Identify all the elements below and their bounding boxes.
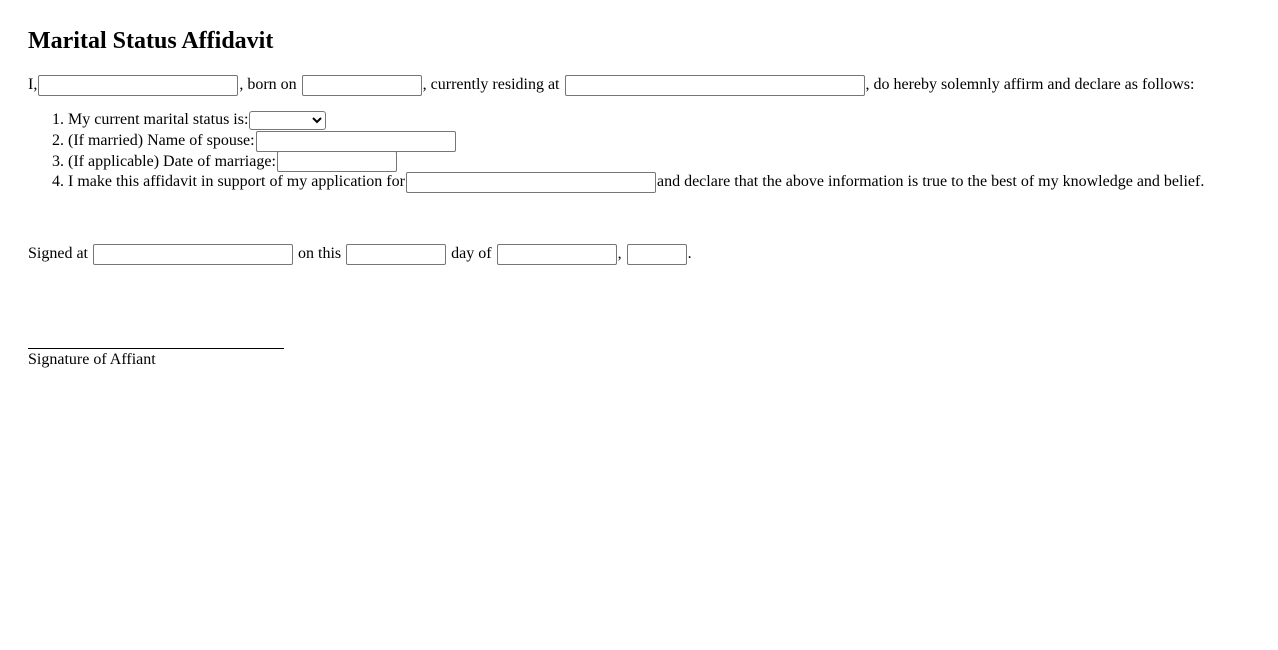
signed-at-label: Signed at xyxy=(28,245,88,262)
marital-status-select[interactable] xyxy=(249,111,326,130)
signature-line xyxy=(28,348,284,349)
list-item xyxy=(52,172,1204,193)
item-number: 4. xyxy=(52,173,64,191)
item-label: (If applicable) Date of marriage: xyxy=(68,152,276,170)
comma-separator: , xyxy=(617,245,622,262)
item-label: (If married) Name of spouse: xyxy=(68,132,255,150)
item-number: 3. xyxy=(52,152,64,170)
signed-day-input[interactable] xyxy=(346,244,446,265)
item-number: 1. xyxy=(52,111,64,129)
item-number: 2. xyxy=(52,132,64,150)
residing-label: , currently residing at xyxy=(422,76,560,93)
item-label: I make this affidavit in support of my application for xyxy=(68,173,405,191)
list-item xyxy=(52,131,1204,152)
intro-prefix: I, xyxy=(28,76,38,93)
spouse-name-input[interactable] xyxy=(256,131,456,152)
intro-line xyxy=(28,74,1194,96)
declaration-list xyxy=(52,110,1204,193)
address-input[interactable] xyxy=(565,75,865,96)
born-on-label: , born on xyxy=(239,76,297,93)
signed-month-input[interactable] xyxy=(497,244,617,265)
list-item xyxy=(52,110,1204,131)
period: . xyxy=(687,245,692,262)
signature-label: Signature of Affiant xyxy=(28,351,156,368)
signed-year-input[interactable] xyxy=(627,244,687,265)
list-item xyxy=(52,151,1204,172)
marriage-date-input[interactable] xyxy=(277,151,397,172)
intro-suffix: , do hereby solemnly affirm and declare as follows: xyxy=(865,76,1195,93)
day-of-label: day of xyxy=(451,245,492,262)
item-label: My current marital status is: xyxy=(68,111,249,129)
date-of-birth-input[interactable] xyxy=(302,75,422,96)
page-title: Marital Status Affidavit xyxy=(28,28,274,54)
signed-line xyxy=(28,243,692,265)
on-this-label: on this xyxy=(298,245,342,262)
item-suffix: and declare that the above information is true to the best of my knowledge and belief. xyxy=(656,173,1205,191)
signed-place-input[interactable] xyxy=(93,244,293,265)
application-purpose-input[interactable] xyxy=(406,172,656,193)
full-name-input[interactable] xyxy=(38,75,238,96)
